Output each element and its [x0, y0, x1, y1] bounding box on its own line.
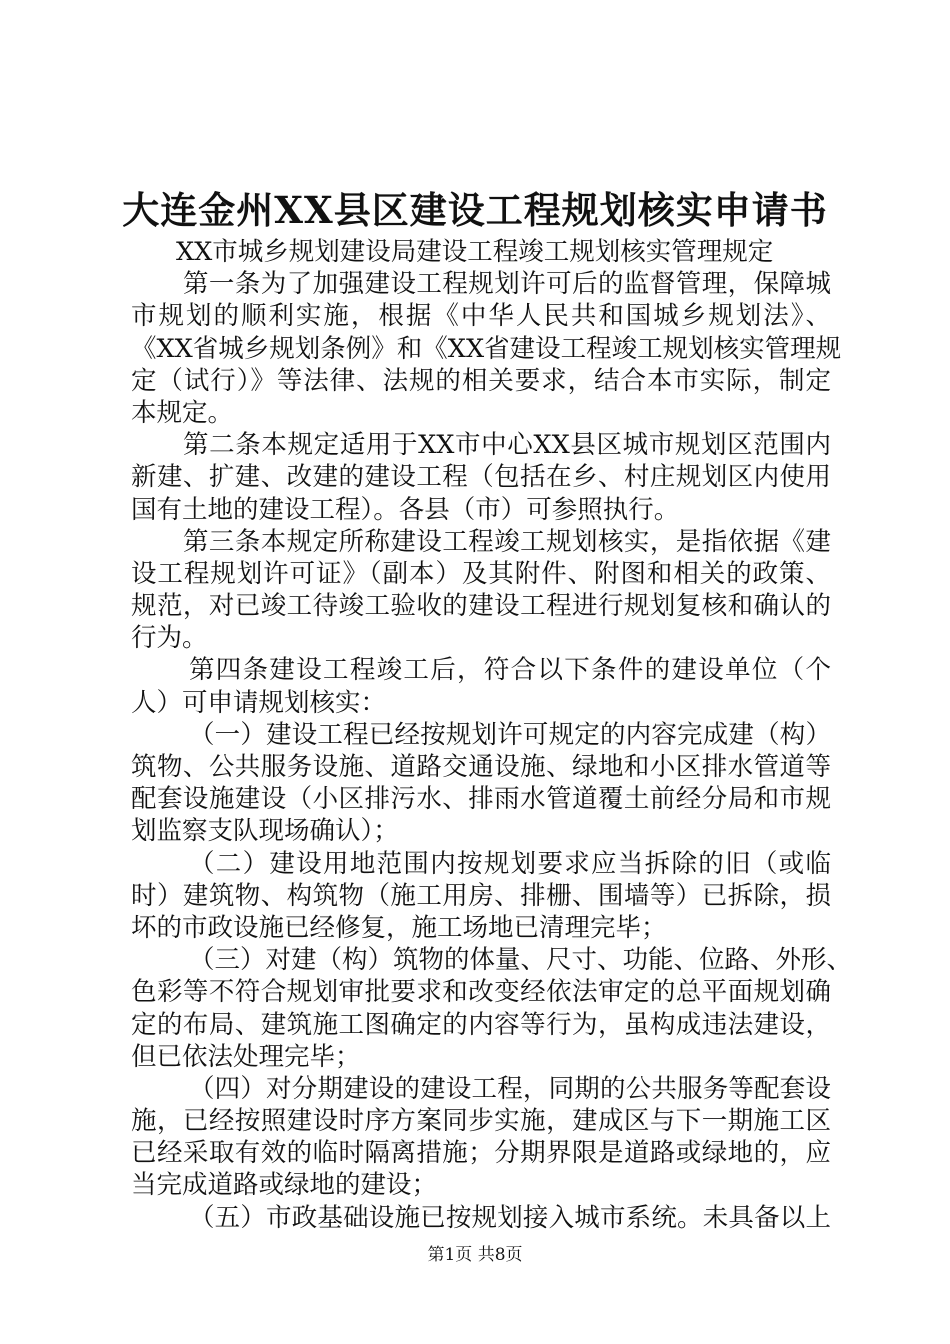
paragraph-line: 已经采取有效的临时隔离措施；分期界限是道路或绿地的，应: [131, 1138, 831, 1169]
paragraph-line: 第二条本规定适用于XX市中心XX县区城市规划区范围内: [183, 430, 831, 461]
paragraph-line: （四）对分期建设的建设工程，同期的公共服务等配套设: [189, 1073, 831, 1104]
paragraph-line: 新建、扩建、改建的建设工程（包括在乡、村庄规划区内使用: [131, 462, 831, 493]
document-title: 大连金州XX县区建设工程规划核实申请书: [122, 188, 828, 232]
paragraph-line: 国有土地的建设工程）。各县（市）可参照执行。: [131, 494, 680, 525]
paragraph-line: 市规划的顺利实施，根据《中华人民共和国城乡规划法》、: [131, 301, 831, 332]
paragraph-line: 时）建筑物、构筑物（施工用房、排栅、围墙等）已拆除，损: [131, 880, 831, 911]
paragraph-line: 第三条本规定所称建设工程竣工规划核实，是指依据《建: [183, 526, 831, 557]
paragraph-line: 第四条建设工程竣工后，符合以下条件的建设单位（个: [189, 655, 831, 686]
paragraph-line: 《XX省城乡规划条例》和《XX省建设工程竣工规划核实管理规: [131, 333, 842, 364]
paragraph-line: （一）建设工程已经按规划许可规定的内容完成建（构）: [189, 719, 831, 750]
paragraph-line: 第一条为了加强建设工程规划许可后的监督管理，保障城: [183, 269, 831, 300]
paragraph-line: 色彩等不符合规划审批要求和改变经依法审定的总平面规划确: [131, 977, 831, 1008]
page-footer: 第1页 共8页: [427, 1245, 523, 1265]
paragraph-line: （五）市政基础设施已按规划接入城市系统。未具备以上: [189, 1202, 831, 1233]
paragraph-line: 行为。: [131, 623, 208, 654]
paragraph-line: 当完成道路或绿地的建设；: [131, 1170, 438, 1201]
paragraph-line: 设工程规划许可证》（副本）及其附件、附图和相关的政策、: [131, 558, 831, 589]
paragraph-line: 施，已经按照建设时序方案同步实施，建成区与下一期施工区: [131, 1106, 831, 1137]
paragraph-line: 划监察支队现场确认）；: [131, 816, 399, 847]
paragraph-line: 人）可申请规划核实：: [131, 687, 387, 718]
paragraph-line: 定（试行）》等法律、法规的相关要求，结合本市实际，制定: [131, 365, 831, 396]
paragraph-line: 坏的市政设施已经修复，施工场地已清理完毕；: [131, 912, 667, 943]
paragraph-line: 但已依法处理完毕；: [131, 1041, 361, 1072]
paragraph-line: 规范，对已竣工待竣工验收的建设工程进行规划复核和确认的: [131, 591, 831, 622]
paragraph-line: 筑物、公共服务设施、道路交通设施、绿地和小区排水管道等: [131, 752, 831, 782]
paragraph-line: 本规定。: [131, 397, 234, 428]
paragraph-line: 定的布局、建筑施工图确定的内容等行为，虽构成违法建设，: [131, 1009, 831, 1040]
paragraph-line: （三）对建（构）筑物的体量、尺寸、功能、位路、外形、: [189, 945, 853, 976]
paragraph-line: 配套设施建设（小区排污水、排雨水管道覆土前经分局和市规: [131, 784, 831, 815]
paragraph-line: （二）建设用地范围内按规划要求应当拆除的旧（或临: [189, 848, 831, 879]
document-subtitle: XX市城乡规划建设局建设工程竣工规划核实管理规定: [176, 237, 774, 267]
document-body: [131, 236, 853, 1234]
